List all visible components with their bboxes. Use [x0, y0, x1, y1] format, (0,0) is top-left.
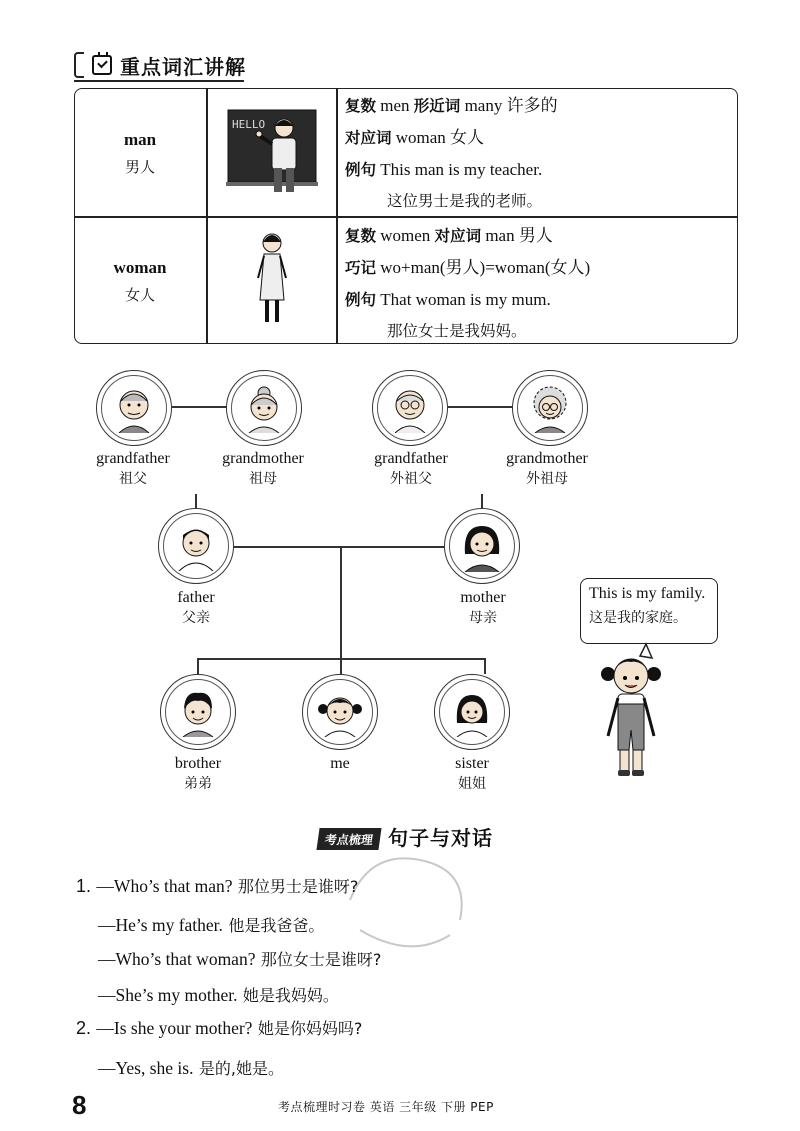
- grandmother-maternal-label: grandmother 外祖母: [506, 450, 588, 487]
- me-portrait: [302, 674, 378, 750]
- svg-text:HELLO: HELLO: [232, 118, 266, 131]
- grandfather-maternal-label: grandfather 外祖父: [374, 450, 448, 487]
- section-badge: 考点梳理: [316, 828, 381, 850]
- dialogue-line: [98, 983, 339, 1006]
- vocab-notes-woman: [345, 220, 590, 347]
- tree-connector: [197, 658, 199, 674]
- header-underline: [74, 80, 244, 82]
- section-heading: 句子与对话: [388, 826, 493, 850]
- tree-connector: [195, 494, 197, 508]
- mother-face-icon: [457, 520, 507, 572]
- vocab-word-woman: [74, 258, 206, 305]
- father-face-icon: [173, 521, 219, 571]
- grandfather-face-icon: [111, 383, 157, 433]
- grandmother-face-icon: [241, 383, 287, 433]
- tree-connector: [481, 494, 483, 508]
- bubble-text-zh: 这是我的家庭。: [589, 610, 687, 626]
- dialogue-zh: 她是我妈妈。: [242, 986, 339, 1005]
- dialogue-zh: 是的,她是。: [198, 1059, 284, 1078]
- dialogue-zh: 那位女士是谁呀?: [260, 950, 382, 969]
- note-line: 例句 That woman is my mum.: [345, 290, 551, 309]
- note-line: 复数 women 对应词 man 男人: [345, 226, 553, 245]
- dialogue-en: —She’s my mother.: [98, 985, 238, 1005]
- grandmother-portrait: [226, 370, 302, 446]
- mother-portrait: [444, 508, 520, 584]
- sister-face-icon: [447, 687, 497, 737]
- mother-label: mother 母亲: [460, 589, 506, 626]
- grandmother-label: grandmother 祖母: [222, 450, 304, 487]
- page-number: 8: [72, 1090, 87, 1120]
- man-at-blackboard-illustration: [226, 106, 318, 198]
- dialogue-zh: 她是你妈妈吗?: [257, 1019, 363, 1038]
- girl-illustration: [596, 640, 666, 780]
- grandfather-label: grandfather 祖父: [96, 450, 170, 487]
- girl-pigtails-face-icon: [315, 687, 365, 737]
- note-line: 例句 This man is my teacher.: [345, 160, 543, 179]
- woman-standing-illustration: [250, 230, 294, 330]
- vocab-word-zh: 女人: [124, 286, 155, 304]
- vocab-notes-man: [345, 90, 558, 217]
- father-label: father 父亲: [177, 589, 215, 626]
- grandfather-maternal-portrait: [372, 370, 448, 446]
- calendar-check-icon: [92, 55, 112, 75]
- dialogue-line: [98, 913, 324, 936]
- dialogue-line: [98, 1056, 284, 1079]
- bracket-decoration: [74, 52, 84, 78]
- dialogue-en: —He’s my father.: [98, 915, 223, 935]
- brother-portrait: [160, 674, 236, 750]
- vocab-word-en: man: [123, 130, 157, 149]
- watermark-stamp: [330, 840, 480, 960]
- bubble-text-en: This is my family.: [589, 585, 706, 602]
- dialogue-number: 1.: [76, 876, 92, 896]
- tree-connector: [448, 406, 514, 408]
- grandmother-maternal-portrait: [512, 370, 588, 446]
- tree-connector: [172, 406, 228, 408]
- note-line: 巧记 wo+man(男人)=woman(女人): [345, 258, 591, 277]
- tree-connector: [340, 658, 342, 674]
- dialogue-number: 2.: [76, 1018, 92, 1038]
- dialogue-en: —Is she your mother?: [96, 1018, 253, 1038]
- section-title: 重点词汇讲解: [120, 54, 246, 79]
- note-line: 那位女士是我妈妈。: [387, 322, 527, 340]
- grandfather-glasses-face-icon: [387, 383, 433, 433]
- me-label: me: [330, 755, 350, 772]
- sister-label: sister 姐姐: [455, 755, 489, 792]
- dialogue-en: —Who’s that woman?: [98, 949, 256, 969]
- brother-face-icon: [175, 687, 221, 737]
- vocab-word-man: [74, 130, 206, 177]
- section-header: [74, 50, 246, 80]
- grandfather-portrait: [96, 370, 172, 446]
- note-line: 对应词 woman 女人: [345, 128, 485, 147]
- vocab-word-zh: 男人: [124, 158, 155, 176]
- dialogue-zh: 那位男士是谁呀?: [237, 877, 359, 896]
- father-portrait: [158, 508, 234, 584]
- dialogue-line: [98, 947, 381, 970]
- dialogue-en: —Yes, she is.: [98, 1058, 194, 1078]
- vocab-word-en: woman: [113, 258, 167, 277]
- tree-connector: [340, 546, 342, 658]
- dialogue-zh: 他是我爸爸。: [228, 916, 325, 935]
- sister-portrait: [434, 674, 510, 750]
- grandmother-curly-face-icon: [527, 383, 573, 433]
- note-line: 这位男士是我的老师。: [387, 192, 543, 210]
- speech-bubble: [580, 578, 718, 644]
- note-line: 复数 men 形近词 many 许多的: [345, 96, 558, 115]
- book-footer: 考点梳理时习卷 英语 三年级 下册 PEP: [278, 1100, 494, 1114]
- dialogue-line: [76, 1016, 362, 1039]
- tree-connector: [234, 546, 444, 548]
- tree-connector: [484, 658, 486, 674]
- brother-label: brother 弟弟: [174, 755, 222, 792]
- dialogue-en: —Who’s that man?: [96, 876, 233, 896]
- dialogue-line: [76, 874, 358, 897]
